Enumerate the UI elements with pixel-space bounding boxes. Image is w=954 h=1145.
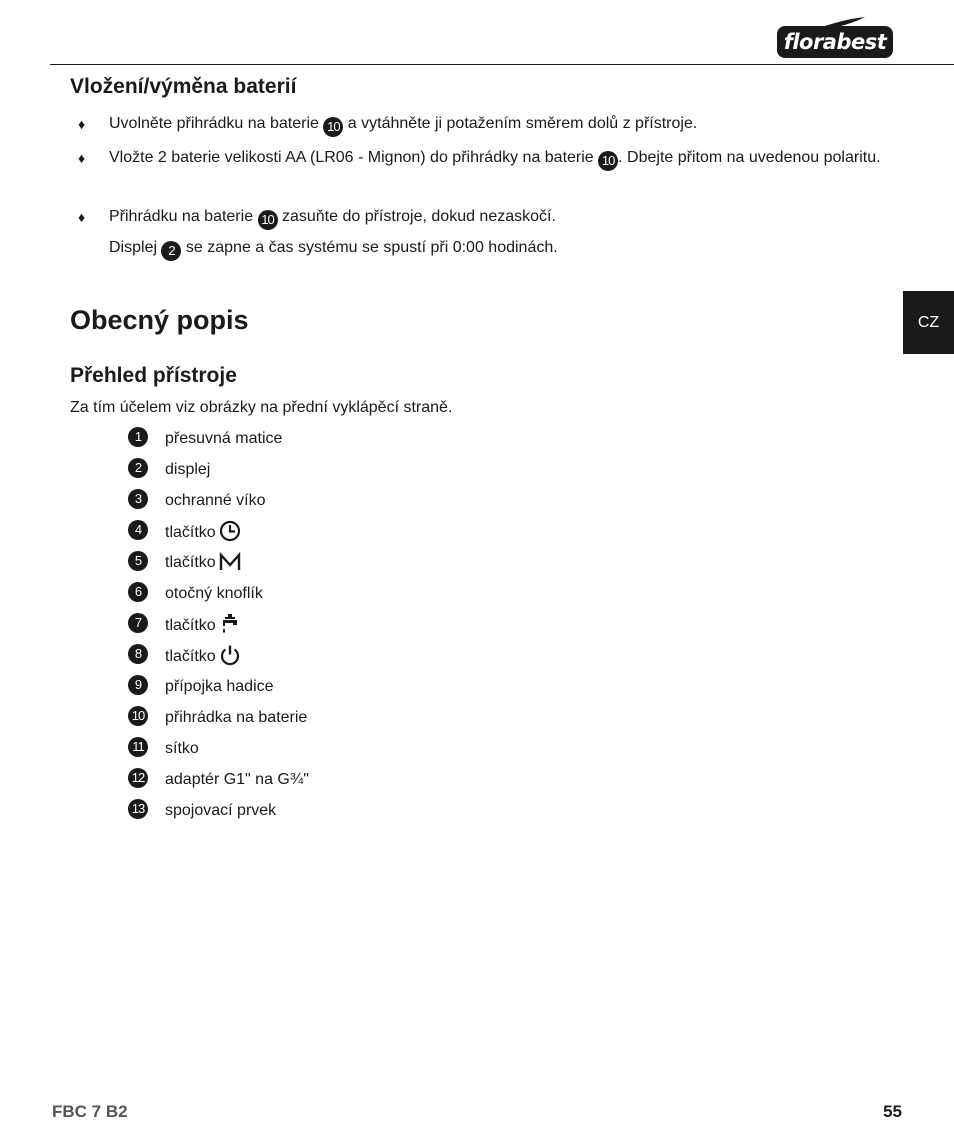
note-text: Displej bbox=[109, 239, 162, 256]
ref-number: 10 bbox=[323, 117, 343, 137]
battery-step-3 bbox=[109, 205, 889, 230]
step-text: Uvolněte přihrádku na baterie bbox=[109, 115, 324, 132]
clock-icon bbox=[219, 520, 241, 542]
language-tab: CZ bbox=[903, 291, 954, 354]
step-text: a vytáhněte ji potažením směrem dolů z přístroje. bbox=[343, 115, 698, 132]
ref-number: 10 bbox=[258, 210, 278, 230]
part-label: ochranné víko bbox=[165, 492, 266, 509]
part-number: 2 bbox=[128, 458, 148, 478]
step-text: Přihrádku na baterie bbox=[109, 208, 258, 225]
note-text: se zapne a čas systému se spustí při 0:00 hodinách. bbox=[181, 239, 558, 256]
part-label: displej bbox=[165, 461, 211, 478]
part-label: přihrádka na baterie bbox=[165, 709, 308, 726]
part-number: 8 bbox=[128, 644, 148, 664]
page-number: 55 bbox=[883, 1102, 902, 1121]
part-label-with-icon bbox=[165, 644, 241, 669]
part-number: 4 bbox=[128, 520, 148, 540]
part-number: 10 bbox=[128, 706, 148, 726]
battery-section-heading: Vložení/výměna baterií bbox=[70, 75, 297, 98]
part-label-with-icon bbox=[165, 520, 241, 545]
part-number: 6 bbox=[128, 582, 148, 602]
part-label: spojovací prvek bbox=[165, 802, 277, 819]
header-rule bbox=[50, 64, 954, 65]
part-label: otočný knoflík bbox=[165, 585, 263, 602]
battery-note bbox=[109, 236, 889, 261]
ref-number: 2 bbox=[161, 241, 181, 261]
bullet-diamond: ♦ bbox=[78, 150, 86, 166]
part-label: tlačítko bbox=[165, 554, 216, 571]
general-section-heading: Obecný popis bbox=[70, 305, 249, 335]
part-label: adaptér G1" na G¾" bbox=[165, 771, 309, 788]
footer-model: FBC 7 B2 bbox=[52, 1102, 128, 1121]
part-label: tlačítko bbox=[165, 617, 216, 634]
water-tap-icon bbox=[219, 613, 241, 635]
step-text: Vložte 2 baterie velikosti AA (LR06 - Mignon) do přihrádky na baterie bbox=[109, 149, 599, 166]
step-text: . Dbejte přitom na uvedenou polaritu. bbox=[618, 149, 881, 166]
m-letter-icon bbox=[219, 552, 241, 572]
bullet-diamond: ♦ bbox=[78, 116, 86, 132]
florabest-logo bbox=[777, 16, 893, 58]
part-number: 12 bbox=[128, 768, 148, 788]
part-number: 5 bbox=[128, 551, 148, 571]
part-label-with-icon bbox=[165, 551, 241, 575]
part-number: 1 bbox=[128, 427, 148, 447]
bullet-diamond: ♦ bbox=[78, 209, 86, 225]
battery-step-2 bbox=[109, 146, 889, 171]
overview-intro: Za tím účelem viz obrázky na přední vyklápěcí straně. bbox=[70, 399, 453, 416]
part-label-with-icon bbox=[165, 613, 241, 638]
part-number: 13 bbox=[128, 799, 148, 819]
overview-section-heading: Přehled přístroje bbox=[70, 364, 237, 387]
ref-number: 10 bbox=[598, 151, 618, 171]
part-label: tlačítko bbox=[165, 648, 216, 665]
logo-text: florabest bbox=[783, 30, 887, 54]
part-number: 3 bbox=[128, 489, 148, 509]
step-text: zasuňte do přístroje, dokud nezaskočí. bbox=[277, 208, 556, 225]
part-number: 11 bbox=[128, 737, 148, 757]
battery-step-1 bbox=[109, 112, 889, 137]
part-label: přípojka hadice bbox=[165, 678, 274, 695]
part-number: 9 bbox=[128, 675, 148, 695]
part-number: 7 bbox=[128, 613, 148, 633]
part-label: tlačítko bbox=[165, 524, 216, 541]
power-icon bbox=[219, 644, 241, 666]
part-label: sítko bbox=[165, 740, 199, 757]
part-label: přesuvná matice bbox=[165, 430, 283, 447]
